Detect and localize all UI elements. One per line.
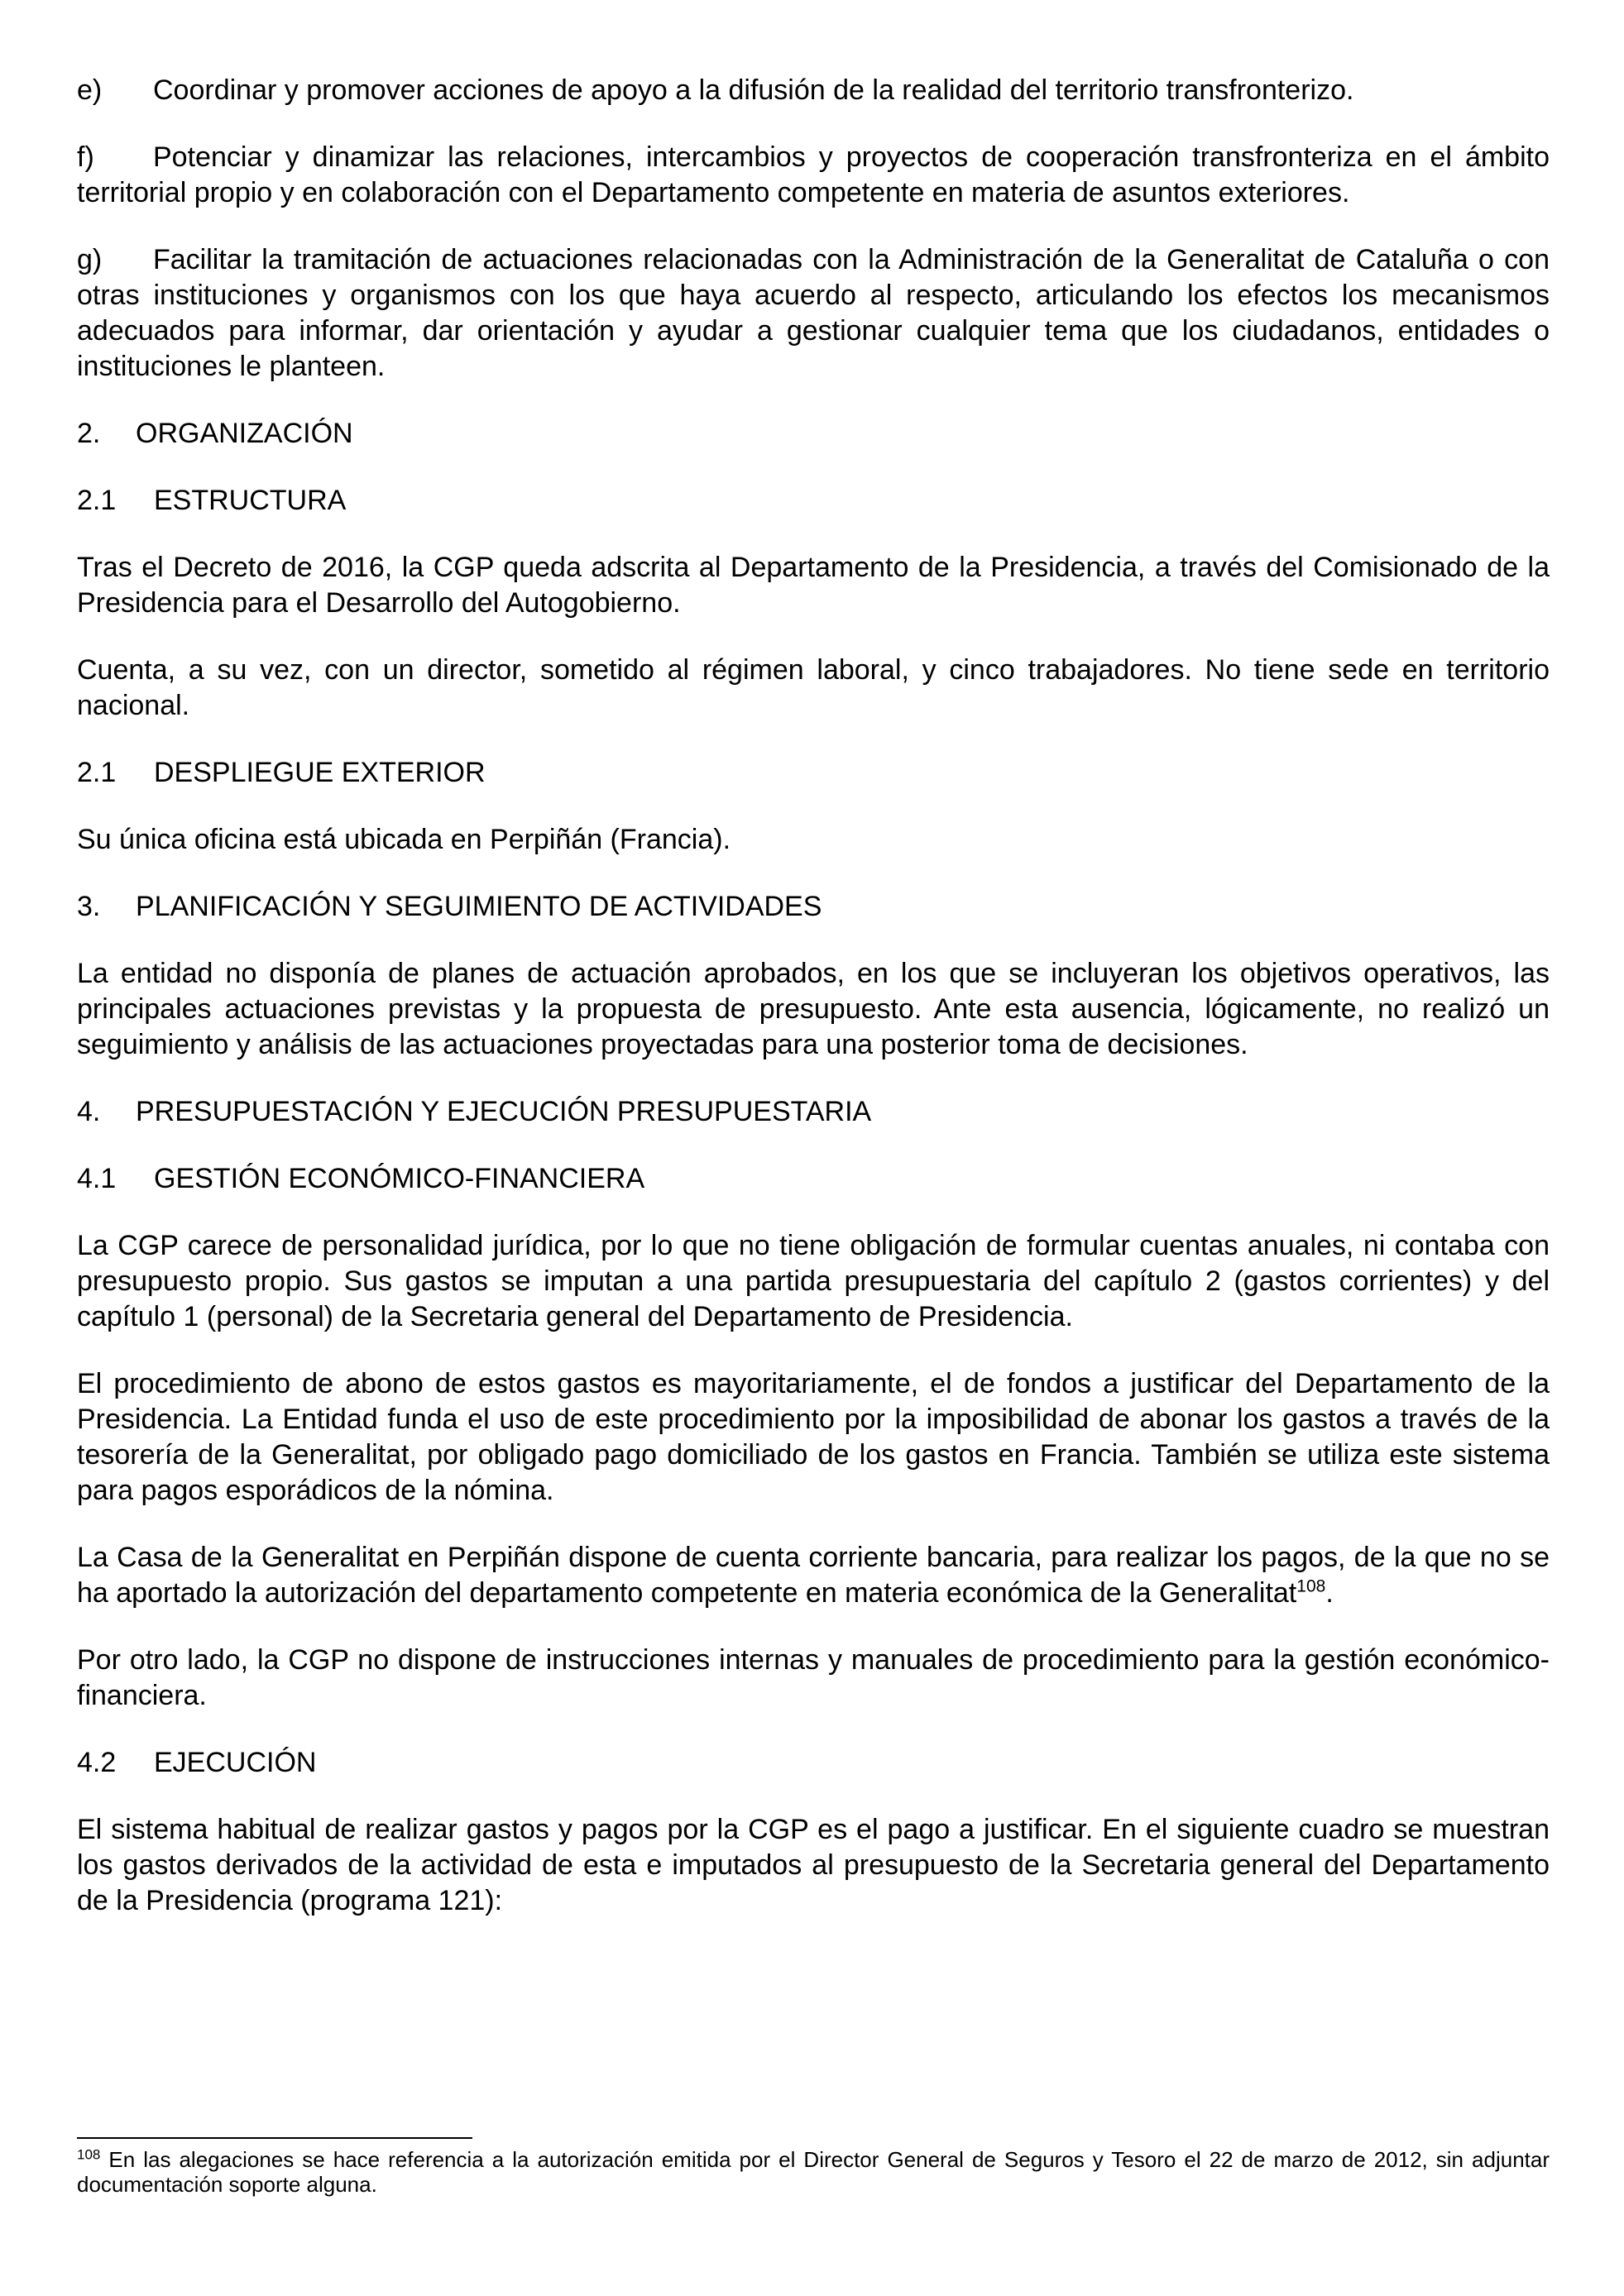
heading-number: 2.1 <box>77 485 117 516</box>
heading-title: GESTIÓN ECONÓMICO-FINANCIERA <box>154 1163 645 1194</box>
footnote <box>77 2147 1550 2197</box>
heading-organizacion <box>77 416 1550 452</box>
list-label: e) <box>77 74 103 106</box>
heading-title: PLANIFICACIÓN Y SEGUIMIENTO DE ACTIVIDADES <box>136 891 822 922</box>
heading-planificacion <box>77 889 1550 925</box>
heading-title: DESPLIEGUE EXTERIOR <box>154 757 486 788</box>
paragraph: Su única oficina está ubicada en Perpiñán (Francia). <box>77 824 731 855</box>
paragraph: Por otro lado, la CGP no dispone de instrucciones internas y manuales de procedimiento para la gestión económico-financiera. <box>77 1644 1550 1711</box>
list-text: Facilitar la tramitación de actuaciones relacionadas con la Administración de la Generalitat de Cataluña o con otras instituciones y organismos con los que haya acuerdo al respecto, articulando los efectos los mecanismos adecuados para informar, dar orientación y ayudar a gestionar cualquier tema que los ciudadanos, entidades o instituciones le planteen. <box>77 244 1550 382</box>
heading-number: 4. <box>77 1096 101 1127</box>
paragraph: La entidad no disponía de planes de actuación aprobados, en los que se incluyeran los objetivos operativos, las principales actuaciones previstas y la propuesta de presupuesto. Ante esta ausencia, lógicamente, no realizó un seguimiento y análisis de las actuaciones proyectadas para una posterior toma de decisiones. <box>77 958 1550 1060</box>
footnote-separator <box>77 2137 472 2139</box>
paragraph-end: . <box>1325 1577 1334 1609</box>
paragraph-text: La Casa de la Generalitat en Perpiñán dispone de cuenta corriente bancaria, para realizar los pagos, de la que no se ha aportado la autorización del departamento competente en materia económica de la Generalitat <box>77 1542 1550 1609</box>
heading-number: 2.1 <box>77 757 117 788</box>
footnote-reference[interactable]: 108 <box>1296 1576 1326 1596</box>
paragraph: El procedimiento de abono de estos gastos es mayoritariamente, el de fondos a justificar del Departamento de la Presidencia. La Entidad funda el uso de este procedimiento por la imposibilidad de abonar los gastos a través de la tesorería de la Generalitat, por obligado pago domiciliado de los gastos en Francia. También se utiliza este sistema para pagos esporádicos de la nómina. <box>77 1368 1550 1506</box>
list-item-f <box>77 140 1550 211</box>
heading-gestion-economico-financiera <box>77 1161 1550 1197</box>
list-label: g) <box>77 244 103 275</box>
list-text: Potenciar y dinamizar las relaciones, intercambios y proyectos de cooperación transfronteriza en el ámbito territorial propio y en colaboración con el Departamento competente en materia de asuntos exteriores. <box>77 141 1550 208</box>
footnote-number: 108 <box>77 2146 101 2163</box>
heading-number: 4.2 <box>77 1747 117 1778</box>
document-body <box>77 73 1550 1950</box>
paragraph: Tras el Decreto de 2016, la CGP queda adscrita al Departamento de la Presidencia, a través del Comisionado de la Presidencia para el Desarrollo del Autogobierno. <box>77 552 1550 619</box>
list-text: Coordinar y promover acciones de apoyo a la difusión de la realidad del territorio transfronterizo. <box>153 74 1354 106</box>
heading-title: PRESUPUESTACIÓN Y EJECUCIÓN PRESUPUESTARIA <box>136 1096 872 1127</box>
heading-number: 2. <box>77 418 101 449</box>
paragraph: Cuenta, a su vez, con un director, sometido al régimen laboral, y cinco trabajadores. No tiene sede en territorio nacional. <box>77 654 1550 721</box>
paragraph-with-footnote-ref <box>77 1540 1550 1611</box>
heading-ejecucion <box>77 1745 1550 1781</box>
footnote-text: En las alegaciones se hace referencia a la autorización emitida por el Director General de Seguros y Tesoro el 22 de marzo de 2012, sin adjuntar documentación soporte alguna. <box>77 2147 1550 2197</box>
list-label: f) <box>77 141 94 173</box>
heading-number: 4.1 <box>77 1163 117 1194</box>
heading-estructura <box>77 483 1550 519</box>
heading-number: 3. <box>77 891 101 922</box>
heading-presupuestacion <box>77 1094 1550 1130</box>
paragraph: La CGP carece de personalidad jurídica, por lo que no tiene obligación de formular cuentas anuales, ni contaba con presupuesto propio. Sus gastos se imputan a una partida presupuestaria del capítulo 2 (gastos corrientes) y del capítulo 1 (personal) de la Secretaria general del Departamento de Presidencia. <box>77 1230 1550 1332</box>
heading-title: ORGANIZACIÓN <box>136 418 353 449</box>
list-item-e <box>77 73 1550 108</box>
heading-title: ESTRUCTURA <box>154 485 347 516</box>
paragraph: El sistema habitual de realizar gastos y pagos por la CGP es el pago a justificar. En el siguiente cuadro se muestran los gastos derivados de la actividad de esta e imputados al presupuesto de la Secretaria general del Departamento de la Presidencia (programa 121): <box>77 1814 1550 1916</box>
list-item-g <box>77 242 1550 385</box>
heading-despliegue-exterior <box>77 755 1550 791</box>
heading-title: EJECUCIÓN <box>154 1747 317 1778</box>
